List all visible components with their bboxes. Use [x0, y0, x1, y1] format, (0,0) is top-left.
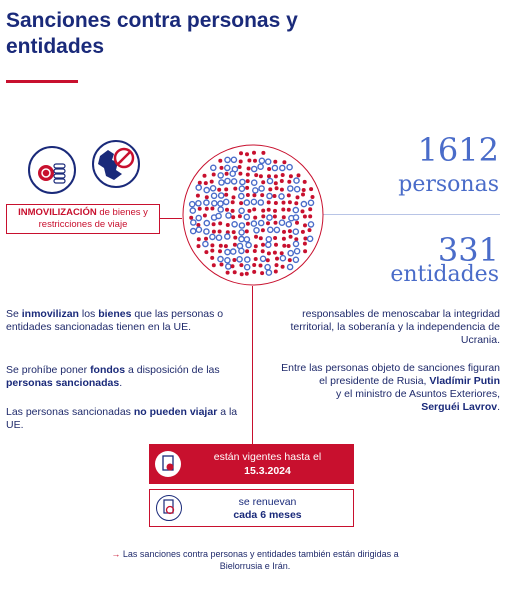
entity-dot	[232, 179, 237, 184]
person-dot	[246, 222, 250, 226]
assets-frozen-text: Se inmovilizan los bienes que las personas o entidades sancionadas tienen en la UE.	[6, 308, 224, 333]
person-dot	[203, 214, 207, 218]
person-dot	[287, 193, 291, 197]
footnote-text: Las sanciones contra personas y entidades también están dirigidas a Bielorrusia e Irán.	[122, 549, 399, 571]
entity-dot	[295, 187, 300, 192]
entity-dot	[216, 213, 221, 218]
person-dot	[259, 174, 263, 178]
entity-dot	[279, 220, 284, 225]
person-dot	[245, 186, 249, 190]
person-dot	[252, 151, 256, 155]
person-dot	[218, 159, 222, 163]
entity-dot	[251, 199, 256, 204]
person-dot	[287, 208, 291, 212]
entity-dot	[301, 202, 306, 207]
person-dot	[274, 243, 278, 247]
entities-count: 331	[437, 231, 499, 269]
entity-dot	[244, 200, 249, 205]
person-dot	[218, 230, 222, 234]
entity-dot	[279, 194, 284, 199]
person-dot	[212, 173, 216, 177]
person-dot	[259, 264, 263, 268]
entity-dot	[225, 165, 230, 170]
person-dot	[212, 263, 216, 267]
person-dot	[259, 236, 263, 240]
person-dot	[301, 230, 305, 234]
person-dot	[261, 151, 265, 155]
entity-dot	[232, 222, 237, 227]
person-dot	[196, 223, 200, 227]
renewal-period: cada 6 meses	[233, 509, 302, 521]
entity-dot	[231, 157, 236, 162]
entity-dot	[231, 249, 236, 254]
entity-dot	[226, 264, 231, 269]
entity-dot	[239, 237, 244, 242]
freeze-and-travel-restrictions-label	[6, 204, 160, 234]
person-dot	[212, 222, 216, 226]
person-dot	[247, 159, 251, 163]
person-dot	[274, 201, 278, 205]
person-dot	[245, 249, 249, 253]
person-dot	[253, 159, 257, 163]
person-dot	[198, 207, 202, 211]
entity-dot	[239, 223, 244, 228]
entity-dot	[308, 200, 313, 205]
renewal-box	[149, 489, 354, 527]
persons-word: personas	[398, 172, 499, 197]
person-dot	[261, 228, 265, 232]
eu-map-ban-icon	[92, 140, 140, 188]
entity-dot	[259, 186, 264, 191]
entity-dot	[246, 243, 251, 248]
person-dot	[288, 229, 292, 233]
person-dot	[261, 209, 265, 213]
person-dot	[289, 235, 293, 239]
person-dot	[238, 165, 242, 169]
entity-dot	[286, 222, 291, 227]
entity-dot	[266, 242, 271, 247]
person-dot	[273, 160, 277, 164]
entity-dot	[258, 200, 263, 205]
entity-dot	[212, 201, 217, 206]
person-dot	[254, 244, 258, 248]
entity-dot	[239, 186, 244, 191]
person-dot	[303, 223, 307, 227]
person-dot	[239, 160, 243, 164]
person-dot	[273, 209, 277, 213]
person-dot	[231, 209, 235, 213]
person-dot	[303, 242, 307, 246]
entity-dot	[226, 213, 231, 218]
document-refresh-icon	[156, 495, 182, 521]
person-dot	[205, 207, 209, 211]
page-title: Sanciones contra personas y entidades	[6, 9, 298, 58]
entity-dot	[191, 229, 196, 234]
person-dot	[210, 207, 214, 211]
entity-dot	[267, 178, 272, 183]
document-calendar-icon	[155, 451, 181, 477]
entities-word: entidades	[390, 262, 499, 287]
person-dot	[225, 172, 229, 176]
person-dot	[232, 195, 236, 199]
person-dot	[238, 172, 242, 176]
person-dot	[189, 216, 193, 220]
person-dot	[247, 209, 251, 213]
person-dot	[226, 223, 230, 227]
entity-dot	[212, 193, 217, 198]
entity-dot	[245, 265, 250, 270]
entity-dot	[267, 193, 272, 198]
person-dot	[308, 207, 312, 211]
person-dot	[225, 208, 229, 212]
person-dot	[245, 152, 249, 156]
entity-dot	[230, 171, 235, 176]
entity-dot	[204, 221, 209, 226]
entity-dot	[204, 229, 209, 234]
entity-dot	[225, 250, 230, 255]
entity-dot	[288, 186, 293, 191]
person-dot	[253, 249, 257, 253]
entity-dot	[293, 229, 298, 234]
person-dot	[252, 270, 256, 274]
entity-dot	[254, 228, 259, 233]
entity-dot	[268, 227, 273, 232]
connector-down	[252, 286, 253, 444]
person-dot	[296, 195, 300, 199]
entity-dot	[288, 264, 293, 269]
funds-prohibited-text: Se prohíbe poner fondos a disposición de las personas sancionadas.	[6, 364, 220, 389]
person-dot	[308, 214, 312, 218]
persons-count: 1612	[417, 131, 499, 169]
person-dot	[273, 236, 277, 240]
person-dot	[204, 181, 208, 185]
entity-dot	[244, 237, 249, 242]
entity-dot	[261, 256, 266, 261]
entity-dot	[224, 199, 229, 204]
connector-left	[160, 218, 182, 219]
entity-dot	[218, 173, 223, 178]
person-dot	[282, 237, 286, 241]
entity-dot	[190, 202, 195, 207]
connector-right	[322, 214, 500, 215]
entity-dot	[237, 257, 242, 262]
person-dot	[198, 181, 202, 185]
person-dot	[224, 193, 228, 197]
person-dot	[210, 243, 214, 247]
person-dot	[254, 235, 258, 239]
entity-dot	[266, 237, 271, 242]
person-dot	[231, 215, 235, 219]
person-dot	[303, 180, 307, 184]
person-dot	[261, 243, 265, 247]
entity-dot	[266, 270, 271, 275]
person-dot	[280, 179, 284, 183]
freeze-label-rest: de bienes y restricciones de viaje	[38, 207, 148, 230]
person-dot	[288, 258, 292, 262]
validity-date: 15.3.2024	[244, 465, 291, 477]
entity-dot	[211, 186, 216, 191]
person-dot	[280, 188, 284, 192]
person-dot	[197, 237, 201, 241]
person-dot	[295, 221, 299, 225]
entity-dot	[280, 165, 285, 170]
entity-dot	[308, 222, 313, 227]
entity-dot	[204, 200, 209, 205]
person-dot	[273, 251, 277, 255]
person-dot	[219, 244, 223, 248]
entity-dot	[239, 248, 244, 253]
entity-dot	[252, 180, 257, 185]
person-dot	[231, 200, 235, 204]
entity-dot	[293, 257, 298, 262]
person-dot	[238, 214, 242, 218]
person-dot	[289, 174, 293, 178]
entity-dot	[293, 241, 298, 246]
entity-dot	[225, 178, 230, 183]
person-dot	[267, 174, 271, 178]
entity-dot	[225, 157, 230, 162]
entity-dot	[219, 193, 224, 198]
entity-dot	[225, 258, 230, 263]
entity-dot	[211, 165, 216, 170]
entity-dot	[267, 215, 272, 220]
person-dot	[309, 187, 313, 191]
person-dot	[303, 215, 307, 219]
entity-dot	[253, 188, 258, 193]
person-dot	[301, 193, 305, 197]
entity-dot	[190, 208, 195, 213]
person-dot	[267, 208, 271, 212]
person-dot	[203, 174, 207, 178]
person-dot	[282, 201, 286, 205]
person-dot	[282, 244, 286, 248]
person-dot	[252, 207, 256, 211]
entity-dot	[196, 185, 201, 190]
person-dot	[220, 166, 224, 170]
person-dot	[233, 243, 237, 247]
person-dot	[232, 230, 236, 234]
entity-dot	[265, 265, 270, 270]
entity-dot	[204, 188, 209, 193]
person-dot	[274, 221, 278, 225]
person-dot	[294, 201, 298, 205]
person-dot	[267, 200, 271, 204]
person-dot	[245, 272, 249, 276]
entity-dot	[293, 215, 298, 220]
person-dot	[224, 244, 228, 248]
entity-dot	[294, 178, 299, 183]
entity-dot	[216, 235, 221, 240]
freeze-label-bold: INMOVILIZACIÓN	[18, 207, 97, 218]
person-dot	[260, 271, 264, 275]
entity-dot	[196, 215, 201, 220]
person-dot	[275, 186, 279, 190]
person-dot	[218, 221, 222, 225]
person-dot	[302, 188, 306, 192]
person-dot	[268, 187, 272, 191]
entity-dot	[244, 214, 249, 219]
person-dot	[308, 228, 312, 232]
footnote	[90, 548, 420, 572]
person-dot	[261, 180, 265, 184]
person-dot	[275, 257, 279, 261]
person-dot	[282, 215, 286, 219]
person-dot	[233, 187, 237, 191]
entity-dot	[196, 227, 201, 232]
sanctioned-dots-circle	[182, 144, 324, 286]
person-dot	[196, 194, 200, 198]
person-dot	[205, 195, 209, 199]
person-dot	[281, 208, 285, 212]
person-dot	[224, 187, 228, 191]
entity-dot	[203, 241, 208, 246]
notable-persons-text: Entre las personas objeto de sanciones figuran el presidente de Rusia, Vladímir Putin y el ministro de Asuntos Exteriores, Serguéi Lavrov.	[281, 362, 500, 413]
coins-icon	[28, 146, 76, 194]
person-dot	[239, 263, 243, 267]
person-dot	[217, 188, 221, 192]
entity-dot	[252, 166, 257, 171]
entity-dot	[239, 208, 244, 213]
person-dot	[197, 244, 201, 248]
entity-dot	[251, 221, 256, 226]
entity-dot	[225, 234, 230, 239]
validity-line: están vigentes hasta el	[213, 451, 322, 463]
entity-dot	[293, 208, 298, 213]
person-dot	[233, 236, 237, 240]
person-dot	[280, 251, 284, 255]
person-dot	[275, 263, 279, 267]
person-dot	[254, 173, 258, 177]
person-dot	[297, 173, 301, 177]
person-dot	[210, 249, 214, 253]
validity-box	[149, 444, 354, 484]
person-dot	[267, 167, 271, 171]
person-dot	[246, 179, 250, 183]
person-dot	[303, 249, 307, 253]
person-dot	[281, 173, 285, 177]
arrow-right-icon: →	[111, 549, 121, 559]
person-dot	[240, 272, 244, 276]
person-dot	[254, 257, 258, 261]
entity-dot	[219, 180, 224, 185]
entity-dot	[287, 165, 292, 170]
person-dot	[253, 216, 257, 220]
entity-dot	[240, 179, 245, 184]
person-dot	[303, 237, 307, 241]
person-dot	[246, 193, 250, 197]
entity-dot	[272, 165, 277, 170]
entity-dot	[218, 257, 223, 262]
person-dot	[261, 214, 265, 218]
person-dot	[204, 250, 208, 254]
entity-dot	[258, 164, 263, 169]
person-dot	[311, 195, 315, 199]
person-dot	[210, 180, 214, 184]
entity-dot	[288, 251, 293, 256]
person-dot	[233, 270, 237, 274]
entity-dot	[266, 159, 271, 164]
person-dot	[231, 264, 235, 268]
entity-dot	[259, 220, 264, 225]
entity-dot	[239, 230, 244, 235]
person-dot	[261, 249, 265, 253]
person-dot	[220, 263, 224, 267]
responsibility-text: responsables de menoscabar la integridad territorial, la soberanía y la independencia de Ucrania.	[290, 308, 500, 346]
entity-dot	[274, 227, 279, 232]
entity-dot	[295, 249, 300, 254]
entity-dot	[196, 201, 201, 206]
person-dot	[252, 193, 256, 197]
entity-dot	[239, 194, 244, 199]
entity-dot	[308, 236, 313, 241]
person-dot	[274, 181, 278, 185]
person-dot	[287, 180, 291, 184]
entity-dot	[245, 257, 250, 262]
renewal-line: se renuevan	[238, 496, 297, 508]
person-dot	[288, 200, 292, 204]
person-dot	[266, 221, 270, 225]
person-dot	[204, 237, 208, 241]
entity-dot	[218, 201, 223, 206]
entity-dot	[259, 158, 264, 163]
person-dot	[226, 271, 230, 275]
person-dot	[247, 167, 251, 171]
person-dot	[260, 193, 264, 197]
person-dot	[246, 173, 250, 177]
person-dot	[232, 258, 236, 262]
person-dot	[239, 151, 243, 155]
travel-ban-text: Las personas sancionadas no pueden viajar a la UE.	[6, 406, 238, 431]
person-dot	[212, 230, 216, 234]
person-dot	[282, 230, 286, 234]
entity-dot	[218, 207, 223, 212]
person-dot	[267, 251, 271, 255]
entity-dot	[210, 234, 215, 239]
person-dot	[274, 174, 278, 178]
person-dot	[245, 229, 249, 233]
person-dot	[239, 201, 243, 205]
person-dot	[287, 244, 291, 248]
person-dot	[266, 258, 270, 262]
person-dot	[282, 160, 286, 164]
person-dot	[274, 270, 278, 274]
entity-dot	[191, 220, 196, 225]
person-dot	[218, 249, 222, 253]
person-dot	[273, 194, 277, 198]
entity-dot	[280, 256, 285, 261]
person-dot	[273, 215, 277, 219]
person-dot	[210, 256, 214, 260]
person-dot	[281, 265, 285, 269]
title-divider	[6, 80, 78, 83]
person-dot	[301, 209, 305, 213]
person-dot	[252, 263, 256, 267]
